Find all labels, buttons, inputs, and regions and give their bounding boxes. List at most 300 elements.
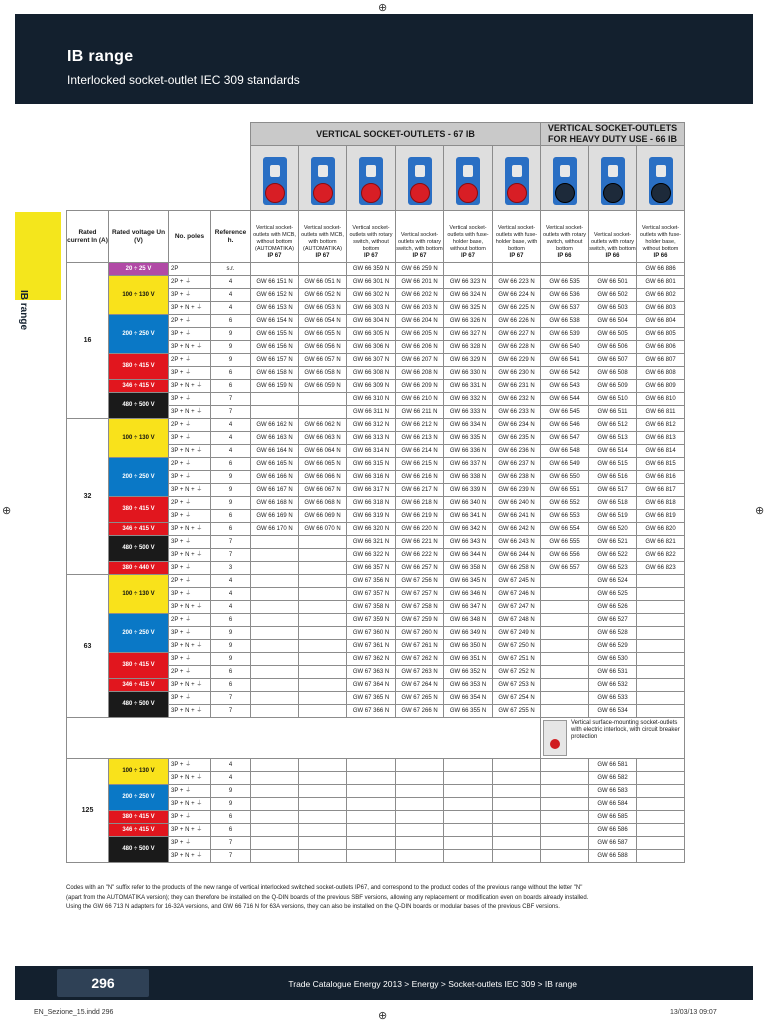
product-code-cell: GW 66 581 (589, 759, 637, 772)
product-code-cell: GW 67 246 N (493, 588, 541, 601)
product-code-cell: GW 66 522 (589, 549, 637, 562)
poles-cell: 3P + ⏚ (169, 536, 211, 549)
poles-cell: 3P + ⏚ (169, 432, 211, 445)
product-code-cell: GW 66 338 N (444, 471, 493, 484)
product-code-cell: GW 66 583 (589, 785, 637, 798)
product-code-cell (396, 759, 444, 772)
product-code-cell (251, 562, 299, 575)
product-code-cell (299, 640, 347, 653)
product-code-cell: GW 66 516 (589, 471, 637, 484)
table-row (67, 354, 685, 367)
voltage-badge: 380 ÷ 415 V (109, 354, 169, 380)
poles-cell: 2P + ⏚ (169, 614, 211, 627)
poles-cell: 3P + ⏚ (169, 692, 211, 705)
product-code-cell: GW 66 309 N (347, 380, 396, 393)
product-code-cell: GW 66 310 N (347, 393, 396, 406)
voltage-badge: 346 ÷ 415 V (109, 824, 169, 837)
product-code-cell: GW 67 252 N (493, 666, 541, 679)
product-code-cell: GW 66 223 N (493, 276, 541, 289)
product-code-cell (637, 614, 685, 627)
product-code-cell: GW 66 502 (589, 289, 637, 302)
product-code-cell: GW 66 523 (589, 562, 637, 575)
product-code-cell (251, 588, 299, 601)
product-code-cell: GW 66 551 (541, 484, 589, 497)
column-description (396, 211, 444, 263)
reference-cell: 9 (211, 354, 251, 367)
product-code-cell: GW 66 513 (589, 432, 637, 445)
print-slug-date: 13/03/13 09:07 (670, 1009, 717, 1016)
product-code-cell (541, 575, 589, 588)
voltage-badge: 480 ÷ 500 V (109, 692, 169, 718)
product-code-cell: GW 67 365 N (347, 692, 396, 705)
product-code-cell: GW 66 811 (637, 406, 685, 419)
product-code-cell: GW 66 815 (637, 458, 685, 471)
product-code-cell: GW 66 070 N (299, 523, 347, 536)
product-code-cell: GW 66 327 N (444, 328, 493, 341)
product-code-cell (493, 837, 541, 850)
voltage-badge: 100 ÷ 130 V (109, 759, 169, 785)
product-code-cell (299, 536, 347, 549)
reference-cell: 4 (211, 432, 251, 445)
product-code-cell: GW 66 311 N (347, 406, 396, 419)
product-code-cell (444, 850, 493, 863)
product-code-cell (541, 653, 589, 666)
reference-cell: 9 (211, 785, 251, 798)
product-code-cell (299, 679, 347, 692)
product-code-cell: GW 66 232 N (493, 393, 541, 406)
product-code-cell: GW 67 253 N (493, 679, 541, 692)
product-code-cell (251, 785, 299, 798)
product-code-cell: GW 66 206 N (396, 341, 444, 354)
product-code-cell (637, 705, 685, 718)
product-code-cell (251, 536, 299, 549)
product-code-cell: GW 66 326 N (444, 315, 493, 328)
product-code-cell: GW 66 204 N (396, 315, 444, 328)
product-code-cell: GW 66 314 N (347, 445, 396, 458)
product-code-cell (541, 824, 589, 837)
product-code-cell (541, 705, 589, 718)
product-code-cell: GW 66 345 N (444, 575, 493, 588)
ip-rating: IP 66 (557, 253, 572, 259)
reference-cell: 6 (211, 458, 251, 471)
socket-outlet-icon (456, 157, 480, 205)
product-code-cell: GW 66 215 N (396, 458, 444, 471)
poles-cell: 3P + N + ⏚ (169, 406, 211, 419)
product-code-cell (396, 772, 444, 785)
product-code-cell (637, 785, 685, 798)
product-code-cell (347, 785, 396, 798)
poles-cell: 3P + N + ⏚ (169, 484, 211, 497)
section-tab (15, 212, 61, 331)
column-description (444, 211, 493, 263)
product-code-cell: GW 66 301 N (347, 276, 396, 289)
product-code-cell: GW 66 343 N (444, 536, 493, 549)
product-code-cell: GW 66 818 (637, 497, 685, 510)
reference-cell: 9 (211, 627, 251, 640)
product-code-cell: GW 66 359 N (347, 263, 396, 276)
voltage-badge: 200 ÷ 250 V (109, 785, 169, 811)
reference-cell: 6 (211, 614, 251, 627)
product-code-cell: GW 66 556 (541, 549, 589, 562)
poles-cell: 3P + ⏚ (169, 289, 211, 302)
product-code-cell: GW 66 803 (637, 302, 685, 315)
poles-cell: 3P + ⏚ (169, 653, 211, 666)
footnote (66, 884, 746, 913)
product-code-cell: GW 66 328 N (444, 341, 493, 354)
poles-cell: 3P + ⏚ (169, 510, 211, 523)
poles-cell: 3P + N + ⏚ (169, 705, 211, 718)
product-code-cell (541, 614, 589, 627)
table-row (67, 315, 685, 328)
reference-cell: 6 (211, 666, 251, 679)
product-code-cell: GW 66 238 N (493, 471, 541, 484)
product-code-cell (251, 692, 299, 705)
product-code-cell: GW 67 255 N (493, 705, 541, 718)
product-code-cell: GW 66 165 N (251, 458, 299, 471)
registration-mark-icon: ⊕ (755, 505, 765, 517)
product-code-cell (541, 692, 589, 705)
print-slug-file: EN_Sezione_15.indd 296 (34, 1009, 114, 1016)
product-code-cell: GW 66 166 N (251, 471, 299, 484)
reference-cell: 9 (211, 484, 251, 497)
product-code-cell: GW 66 228 N (493, 341, 541, 354)
reference-cell: 6 (211, 315, 251, 328)
poles-cell: 2P + ⏚ (169, 458, 211, 471)
product-code-cell: GW 66 240 N (493, 497, 541, 510)
mounting-note-text: Vertical surface-mounting socket-outlets with electric interlock, with circuit breaker protection (571, 720, 680, 740)
product-code-cell: GW 66 062 N (299, 419, 347, 432)
poles-cell: 3P + N + ⏚ (169, 549, 211, 562)
voltage-badge: 346 ÷ 415 V (109, 523, 169, 536)
table-row (67, 759, 685, 772)
column-description-text: Vertical socket-outlets with fuse-holder base, with bottom (495, 225, 538, 252)
product-code-cell: GW 67 249 N (493, 627, 541, 640)
product-code-cell: GW 67 357 N (347, 588, 396, 601)
product-code-cell (251, 263, 299, 276)
reference-cell: 7 (211, 850, 251, 863)
product-code-cell: GW 66 156 N (251, 341, 299, 354)
product-code-cell: GW 66 805 (637, 328, 685, 341)
product-code-cell (251, 666, 299, 679)
product-code-cell: GW 66 554 (541, 523, 589, 536)
product-code-cell: GW 66 318 N (347, 497, 396, 510)
socket-outlet-icon (601, 157, 625, 205)
product-code-cell (299, 588, 347, 601)
product-photo (299, 146, 347, 211)
product-code-cell: GW 66 213 N (396, 432, 444, 445)
table-row (67, 785, 685, 798)
product-code-cell: GW 66 545 (541, 406, 589, 419)
product-code-cell: GW 66 503 (589, 302, 637, 315)
product-code-cell: GW 66 817 (637, 484, 685, 497)
product-code-cell: GW 67 364 N (347, 679, 396, 692)
product-code-cell: GW 66 520 (589, 523, 637, 536)
product-code-cell (251, 850, 299, 863)
product-code-cell (251, 549, 299, 562)
product-code-cell: GW 66 549 (541, 458, 589, 471)
product-code-cell: GW 66 802 (637, 289, 685, 302)
column-description (251, 211, 299, 263)
product-code-cell: GW 66 221 N (396, 536, 444, 549)
reference-cell: 3 (211, 562, 251, 575)
product-code-cell (541, 263, 589, 276)
product-code-cell (637, 653, 685, 666)
product-code-cell: GW 66 515 (589, 458, 637, 471)
product-code-cell (541, 588, 589, 601)
product-code-cell: GW 66 058 N (299, 367, 347, 380)
column-description-text: Vertical socket-outlets with MCB, with bottom (AUTOMATIKA) (301, 225, 344, 252)
product-code-cell (541, 772, 589, 785)
column-description-text: Vertical socket-outlets with MCB, without bottom (AUTOMATIKA) (253, 225, 296, 252)
product-code-cell: GW 66 203 N (396, 302, 444, 315)
surface-mount-socket-icon (543, 720, 567, 756)
product-code-cell: GW 66 813 (637, 432, 685, 445)
poles-cell: 2P + ⏚ (169, 276, 211, 289)
product-code-cell: GW 66 067 N (299, 484, 347, 497)
product-code-cell: GW 66 812 (637, 419, 685, 432)
product-code-cell: GW 66 065 N (299, 458, 347, 471)
footnote-line: Using the GW 66 713 N adapters for 16-32A versions, and GW 66 716 N for 63A versions, they can also be installed on the Q-DIN boards or modular bases of the previous CBF versions. (66, 904, 560, 910)
poles-cell: 3P + N + ⏚ (169, 523, 211, 536)
table-row (67, 523, 685, 536)
product-code-cell (493, 811, 541, 824)
product-code-cell (251, 406, 299, 419)
product-code-cell: GW 66 230 N (493, 367, 541, 380)
product-code-cell: GW 67 247 N (493, 601, 541, 614)
product-code-cell (396, 798, 444, 811)
product-code-cell: GW 66 068 N (299, 497, 347, 510)
poles-cell: 3P + N + ⏚ (169, 679, 211, 692)
product-code-cell: GW 66 317 N (347, 484, 396, 497)
poles-cell: 3P + N + ⏚ (169, 772, 211, 785)
product-code-cell: GW 66 336 N (444, 445, 493, 458)
column-description-text: Vertical socket-outlets with rotary switch, without bottom (542, 225, 587, 252)
product-code-cell (299, 811, 347, 824)
product-code-cell (444, 811, 493, 824)
product-code-cell: GW 66 509 (589, 380, 637, 393)
product-code-cell: GW 66 207 N (396, 354, 444, 367)
product-code-cell: GW 66 335 N (444, 432, 493, 445)
product-code-cell: GW 67 254 N (493, 692, 541, 705)
product-code-cell (299, 627, 347, 640)
product-code-cell: GW 66 533 (589, 692, 637, 705)
table-row (67, 497, 685, 510)
reference-cell: 4 (211, 601, 251, 614)
product-code-cell: GW 66 319 N (347, 510, 396, 523)
product-code-cell (637, 811, 685, 824)
product-code-cell (347, 798, 396, 811)
table-row (67, 824, 685, 837)
product-code-cell: GW 67 260 N (396, 627, 444, 640)
product-code-cell: GW 66 346 N (444, 588, 493, 601)
product-code-cell: GW 66 344 N (444, 549, 493, 562)
product-code-cell (299, 601, 347, 614)
reference-cell: 6 (211, 523, 251, 536)
ip-rating: IP 67 (315, 253, 330, 259)
product-code-cell: GW 66 305 N (347, 328, 396, 341)
product-code-cell: GW 66 227 N (493, 328, 541, 341)
footnote-line: Codes with an "N" suffix refer to the products of the new range of vertical interlocked switched socket-outlets IP67, and correspond to the product codes of the previous range without the letter "N" (66, 885, 583, 891)
product-code-cell: GW 67 256 N (396, 575, 444, 588)
table-row (67, 276, 685, 289)
table-row (67, 653, 685, 666)
poles-cell: 3P + ⏚ (169, 837, 211, 850)
socket-outlet-icon (311, 157, 335, 205)
product-code-cell: GW 66 170 N (251, 523, 299, 536)
product-code-cell (251, 653, 299, 666)
product-code-cell: GW 66 507 (589, 354, 637, 367)
product-code-cell (347, 759, 396, 772)
poles-cell: 3P + ⏚ (169, 588, 211, 601)
product-code-cell: GW 66 159 N (251, 380, 299, 393)
product-code-cell: GW 66 822 (637, 549, 685, 562)
product-code-cell: GW 66 804 (637, 315, 685, 328)
product-code-cell (493, 759, 541, 772)
product-code-cell (251, 679, 299, 692)
product-code-cell: GW 66 219 N (396, 510, 444, 523)
product-code-cell: GW 67 259 N (396, 614, 444, 627)
product-code-cell: GW 66 358 N (444, 562, 493, 575)
poles-cell: 3P + N + ⏚ (169, 341, 211, 354)
product-code-cell (251, 824, 299, 837)
product-code-cell (493, 785, 541, 798)
product-code-cell: GW 66 823 (637, 562, 685, 575)
product-code-cell: GW 66 806 (637, 341, 685, 354)
product-code-cell: GW 66 218 N (396, 497, 444, 510)
product-code-cell (347, 837, 396, 850)
reference-cell: 7 (211, 705, 251, 718)
page-number: 296 (57, 969, 149, 997)
voltage-badge: 346 ÷ 415 V (109, 679, 169, 692)
product-code-cell: GW 66 588 (589, 850, 637, 863)
product-code-cell: GW 66 158 N (251, 367, 299, 380)
product-code-cell (444, 759, 493, 772)
product-code-cell: GW 66 552 (541, 497, 589, 510)
product-code-cell: GW 67 360 N (347, 627, 396, 640)
product-code-cell: GW 66 585 (589, 811, 637, 824)
product-code-cell: GW 66 339 N (444, 484, 493, 497)
product-code-cell: GW 66 205 N (396, 328, 444, 341)
product-code-cell: GW 66 355 N (444, 705, 493, 718)
product-code-cell: GW 66 337 N (444, 458, 493, 471)
product-code-cell: GW 66 340 N (444, 497, 493, 510)
product-code-cell: GW 66 163 N (251, 432, 299, 445)
product-code-cell (347, 850, 396, 863)
product-code-cell: GW 66 242 N (493, 523, 541, 536)
poles-cell: 3P + ⏚ (169, 811, 211, 824)
product-code-cell (541, 850, 589, 863)
product-code-cell (541, 640, 589, 653)
ip-rating: IP 67 (364, 253, 378, 259)
table-row (67, 419, 685, 432)
reference-cell: 7 (211, 536, 251, 549)
product-code-cell: GW 66 331 N (444, 380, 493, 393)
product-code-cell: GW 66 302 N (347, 289, 396, 302)
reference-cell: 7 (211, 406, 251, 419)
product-code-cell (637, 640, 685, 653)
header-rated-voltage: Rated voltage Un (V) (109, 211, 169, 263)
poles-cell: 2P + ⏚ (169, 497, 211, 510)
product-code-cell: GW 66 169 N (251, 510, 299, 523)
reference-cell: 6 (211, 367, 251, 380)
product-code-cell: GW 66 259 N (396, 263, 444, 276)
product-code-cell: GW 66 814 (637, 445, 685, 458)
product-code-cell (347, 824, 396, 837)
product-code-cell: GW 66 541 (541, 354, 589, 367)
reference-cell: 4 (211, 302, 251, 315)
ip-rating: IP 66 (653, 253, 668, 259)
product-code-cell (299, 549, 347, 562)
product-code-cell: GW 66 348 N (444, 614, 493, 627)
product-code-cell: GW 66 521 (589, 536, 637, 549)
product-code-cell (251, 601, 299, 614)
table-row (67, 811, 685, 824)
product-code-cell: GW 66 209 N (396, 380, 444, 393)
product-code-cell: GW 66 542 (541, 367, 589, 380)
product-photo (396, 146, 444, 211)
product-code-cell: GW 66 353 N (444, 679, 493, 692)
reference-cell: 4 (211, 276, 251, 289)
reference-cell: s.r. (211, 263, 251, 276)
mounting-note-row (67, 718, 685, 759)
product-code-cell (493, 772, 541, 785)
reference-cell: 6 (211, 824, 251, 837)
product-photo (541, 146, 589, 211)
footnote-line: (apart from the AUTOMATIKA version); they can therefore be installed on the Q-DIN boards of the previous SBF versions, allowing any replacement or modification even on boards already installed. (66, 894, 589, 901)
poles-cell: 3P + N + ⏚ (169, 798, 211, 811)
rated-current-cell: 16 (67, 263, 109, 419)
reference-cell: 6 (211, 510, 251, 523)
table-row (67, 614, 685, 627)
product-code-cell: GW 66 819 (637, 510, 685, 523)
page-header (15, 14, 753, 104)
product-code-cell: GW 66 342 N (444, 523, 493, 536)
breadcrumb: Trade Catalogue Energy 2013 > Energy > Socket-outlets IEC 309 > IB range (288, 979, 577, 989)
product-code-cell: GW 66 555 (541, 536, 589, 549)
product-code-cell (299, 562, 347, 575)
product-code-cell (251, 640, 299, 653)
product-code-cell: GW 66 547 (541, 432, 589, 445)
product-code-cell (251, 705, 299, 718)
product-code-cell: GW 66 307 N (347, 354, 396, 367)
product-code-cell: GW 66 224 N (493, 289, 541, 302)
product-code-cell: GW 66 530 (589, 653, 637, 666)
product-code-cell: GW 67 262 N (396, 653, 444, 666)
column-description-text: Vertical socket-outlets with fuse-holder base, without bottom (447, 225, 489, 252)
product-code-cell (299, 393, 347, 406)
poles-cell: 2P + ⏚ (169, 419, 211, 432)
product-code-cell: GW 66 064 N (299, 445, 347, 458)
product-code-cell (637, 824, 685, 837)
socket-outlet-icon (505, 157, 529, 205)
group-67ib-heading: VERTICAL SOCKET-OUTLETS - 67 IB (251, 123, 541, 146)
product-code-cell (637, 575, 685, 588)
voltage-badge: 200 ÷ 250 V (109, 315, 169, 354)
product-code-cell: GW 66 151 N (251, 276, 299, 289)
product-code-cell (444, 785, 493, 798)
voltage-badge: 480 ÷ 500 V (109, 393, 169, 419)
product-code-cell: GW 67 366 N (347, 705, 396, 718)
voltage-badge: 380 ÷ 415 V (109, 653, 169, 679)
registration-mark-icon: ⊕ (378, 1010, 388, 1022)
product-code-cell: GW 66 202 N (396, 289, 444, 302)
table-row (67, 837, 685, 850)
reference-cell: 6 (211, 679, 251, 692)
product-code-cell (444, 824, 493, 837)
product-code-cell: GW 66 051 N (299, 276, 347, 289)
product-code-cell: GW 66 539 (541, 328, 589, 341)
product-code-cell (396, 837, 444, 850)
